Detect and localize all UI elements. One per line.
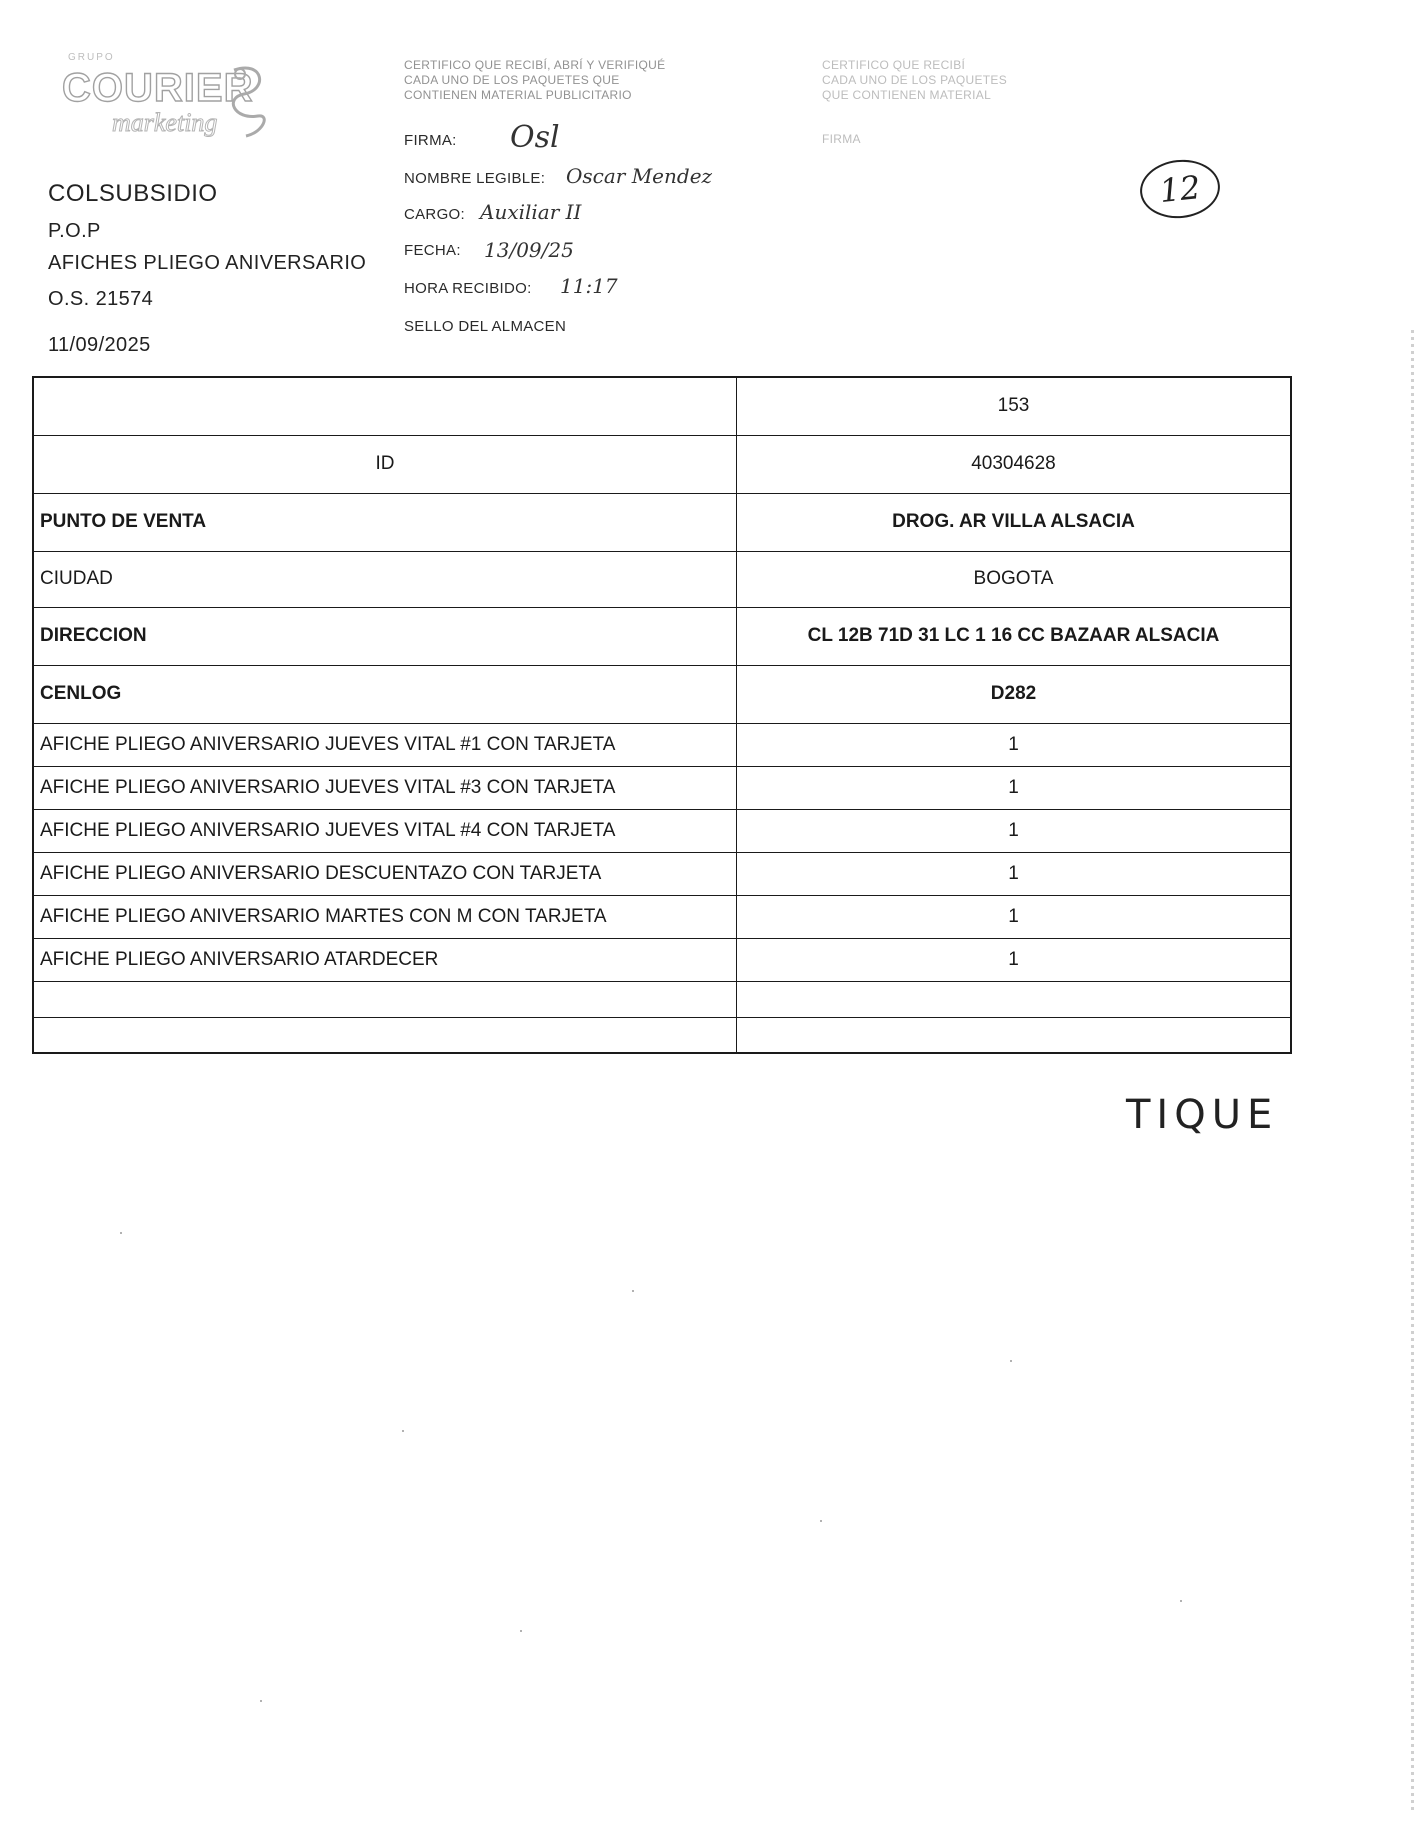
item-name: AFICHE PLIEGO ANIVERSARIO JUEVES VITAL #1 CON TARJETA: [33, 723, 737, 766]
table-cell-empty: [33, 1017, 737, 1053]
notice-line: QUE CONTIENEN MATERIAL: [822, 88, 992, 102]
table-cell-empty: [33, 377, 737, 435]
logo-tagline-text: marketing: [112, 108, 218, 137]
table-row: [33, 665, 1291, 723]
item-quantity: 1: [737, 809, 1292, 852]
item-name: AFICHE PLIEGO ANIVERSARIO MARTES CON M CON TARJETA: [33, 895, 737, 938]
notice-line: CONTIENEN MATERIAL PUBLICITARIO: [404, 88, 632, 102]
table-value-cenlog: D282: [737, 665, 1292, 723]
firma-signature: Osl: [510, 120, 560, 155]
logo-brand-text: COURIER: [62, 66, 254, 110]
item-name: AFICHE PLIEGO ANIVERSARIO JUEVES VITAL #3 CON TARJETA: [33, 766, 737, 809]
table-row: [33, 493, 1291, 551]
delivery-table: [32, 376, 1292, 1054]
table-cell-empty: [737, 1017, 1292, 1053]
handwritten-tique-annotation: TIQUE: [1126, 1092, 1279, 1138]
item-name: AFICHE PLIEGO ANIVERSARIO JUEVES VITAL #4 CON TARJETA: [33, 809, 737, 852]
table-row: [33, 895, 1291, 938]
notice-line: CADA UNO DE LOS PAQUETES: [822, 73, 1008, 87]
notice-line: CERTIFICO QUE RECIBÍ: [822, 58, 966, 72]
table-row: [33, 1017, 1291, 1053]
table-row: [33, 435, 1291, 493]
table-label-id: ID: [33, 435, 737, 493]
sello-label: SELLO DEL ALMACEN: [404, 318, 567, 335]
scan-speck: [1180, 1600, 1182, 1602]
courier-marketing-logo: [40, 52, 270, 142]
table-value-punto-venta: DROG. AR VILLA ALSACIA: [737, 493, 1292, 551]
certification-notice-duplicate: [822, 58, 1007, 103]
table-row: [33, 809, 1291, 852]
scan-speck: [1010, 1360, 1012, 1362]
item-quantity: 1: [737, 938, 1292, 981]
table-row: [33, 766, 1291, 809]
hora-value: 11:17: [560, 274, 618, 298]
campaign-title: AFICHES PLIEGO ANIVERSARIO: [48, 252, 367, 274]
company-name: COLSUBSIDIO: [48, 180, 218, 207]
table-row: [33, 723, 1291, 766]
item-quantity: 1: [737, 766, 1292, 809]
fecha-value: 13/09/25: [484, 238, 574, 262]
table-value-ciudad: BOGOTA: [737, 551, 1292, 607]
nombre-label: NOMBRE LEGIBLE:: [404, 170, 546, 187]
table-row: [33, 852, 1291, 895]
cargo-value: Auxiliar II: [480, 200, 582, 224]
logo-swirl-icon: [224, 60, 270, 140]
table-label-punto-venta: PUNTO DE VENTA: [33, 493, 737, 551]
order-number: O.S. 21574: [48, 288, 154, 310]
notice-line: CERTIFICO QUE RECIBÍ, ABRÍ Y VERIFIQUÉ: [404, 58, 666, 72]
hora-label: HORA RECIBIDO:: [404, 280, 532, 297]
scan-speck: [260, 1700, 262, 1702]
table-row: [33, 551, 1291, 607]
table-value-id: 40304628: [737, 435, 1292, 493]
item-quantity: 1: [737, 895, 1292, 938]
table-cell-empty: [33, 981, 737, 1017]
scan-speck: [520, 1630, 522, 1632]
item-name: AFICHE PLIEGO ANIVERSARIO ATARDECER: [33, 938, 737, 981]
firma-duplicate-label: FIRMA: [822, 132, 861, 146]
table-row: [33, 938, 1291, 981]
table-row: [33, 607, 1291, 665]
firma-label: FIRMA:: [404, 132, 457, 149]
pop-label: P.O.P: [48, 220, 101, 242]
logo-small-text: GRUPO: [68, 52, 115, 63]
nombre-value: Oscar Mendez: [566, 164, 713, 188]
scan-edge-artifact: [1411, 330, 1414, 1810]
scan-speck: [402, 1430, 404, 1432]
item-quantity: 1: [737, 852, 1292, 895]
table-row: [33, 981, 1291, 1017]
circled-page-number: 12: [1137, 156, 1223, 222]
table-value-direccion: CL 12B 71D 31 LC 1 16 CC BAZAAR ALSACIA: [737, 607, 1292, 665]
scan-speck: [120, 1232, 122, 1234]
table-cell-empty: [737, 981, 1292, 1017]
document-date: 11/09/2025: [48, 334, 151, 356]
table-label-cenlog: CENLOG: [33, 665, 737, 723]
table-label-direccion: DIRECCION: [33, 607, 737, 665]
table-label-ciudad: CIUDAD: [33, 551, 737, 607]
item-quantity: 1: [737, 723, 1292, 766]
item-name: AFICHE PLIEGO ANIVERSARIO DESCUENTAZO CON TARJETA: [33, 852, 737, 895]
fecha-label: FECHA:: [404, 242, 461, 259]
scan-speck: [820, 1520, 822, 1522]
table-row: [33, 377, 1291, 435]
scan-speck: [632, 1290, 634, 1292]
notice-line: CADA UNO DE LOS PAQUETES QUE: [404, 73, 620, 87]
cargo-label: CARGO:: [404, 206, 465, 223]
table-top-number: 153: [737, 377, 1292, 435]
certification-notice: [404, 58, 665, 103]
